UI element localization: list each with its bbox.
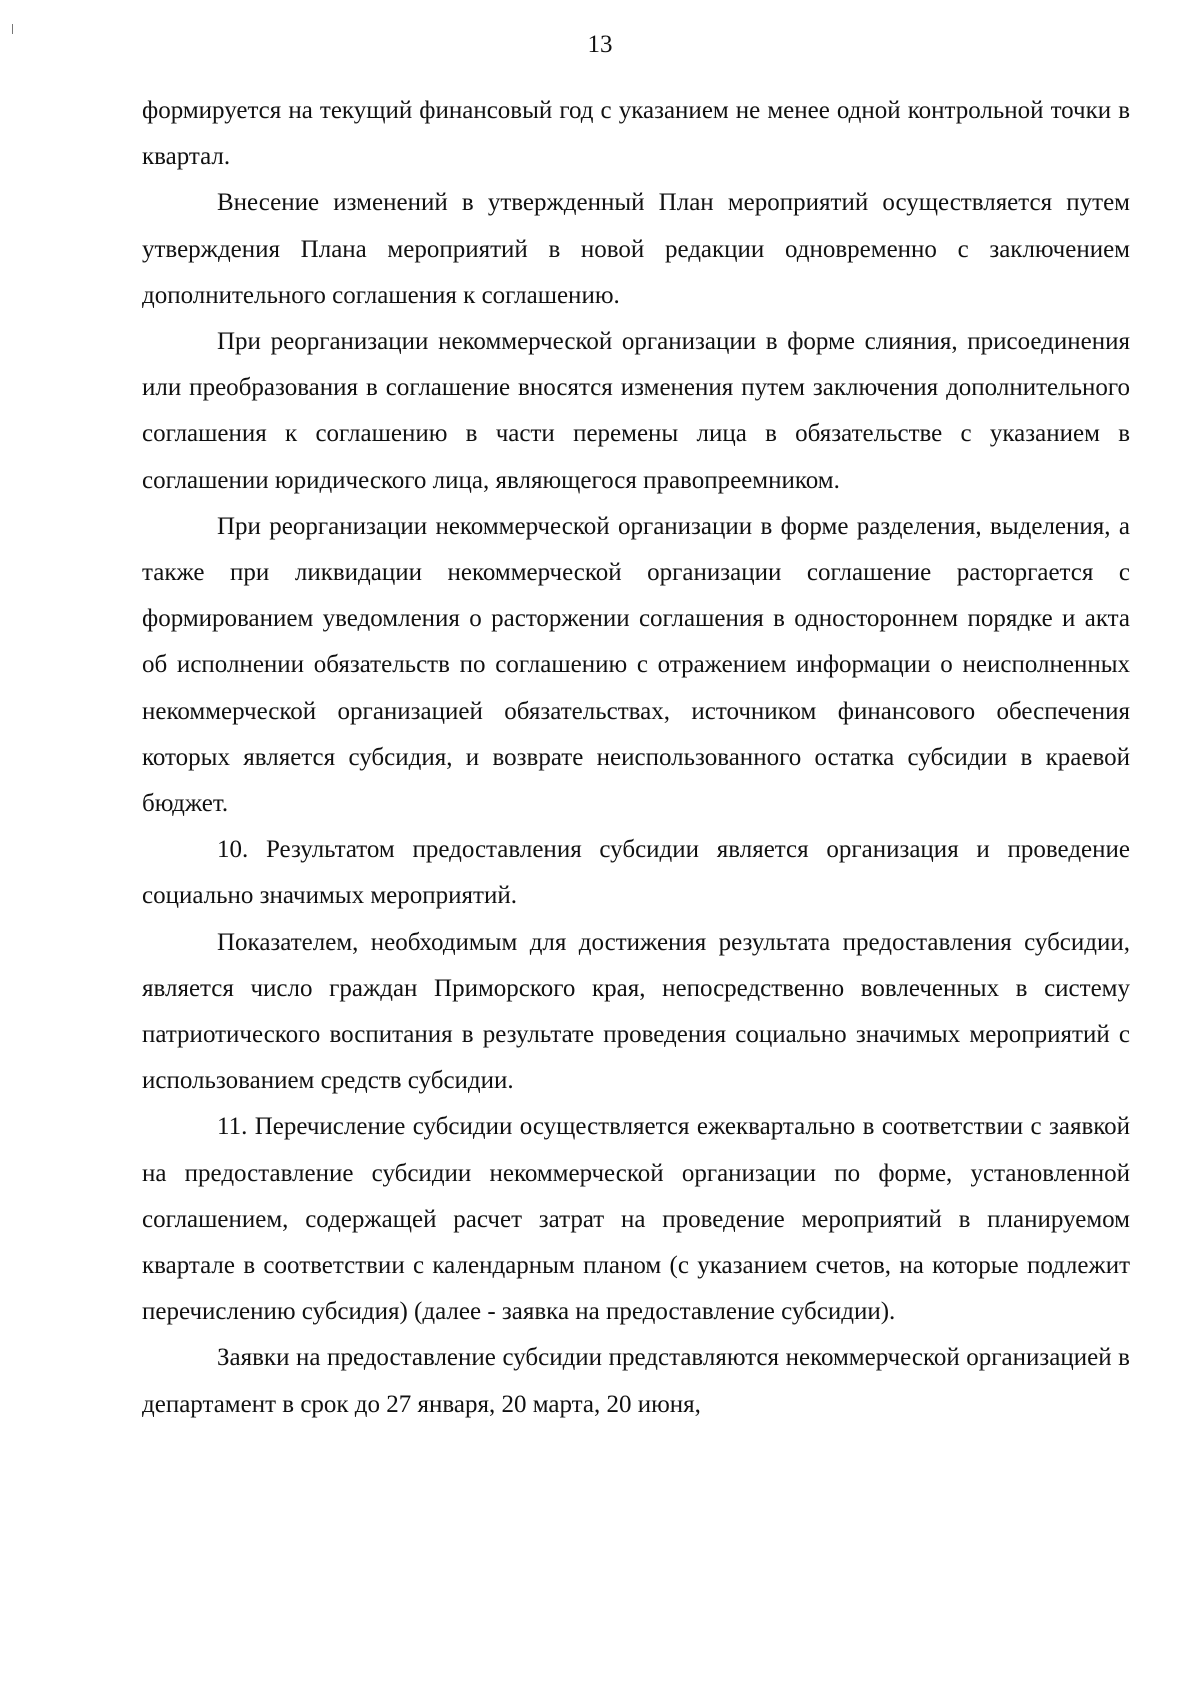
page-number: 13 bbox=[587, 31, 613, 58]
paragraph-indicator: Показателем, необходимым для достижения результата предоставления субсидии, является число граждан Приморского края, непосредственно вовлеченных в систему патриотического воспитания в результате проведения социально значимых мероприятий с использованием средств субсидии. bbox=[142, 928, 1130, 1095]
paragraph-continuation: формируется на текущий финансовый год с указанием не менее одной контрольной точки в квартал. bbox=[142, 97, 1130, 171]
paragraph-reorganization-merger: При реорганизации некоммерческой организации в форме слияния, присоединения или преобразования в соглашение вносятся изменения путем заключения дополнительного соглашения к соглашению в части перемены лица в обязательстве с указанием в соглашении юридического лица, являющегося правопреемником. bbox=[142, 328, 1130, 494]
paragraph-item-11: 11. Перечисление субсидии осуществляется ежеквартально в соответствии с заявкой на предоставление субсидии некоммерческой организации по форме, установленной соглашением, содержащей расчет затрат на проведение мероприятий в планируемом квартале в соответствии с календарным планом (с указанием счетов, на которые подлежит перечислению субсидия) (далее - заявка на предоставление субсидии). bbox=[142, 1113, 1130, 1326]
paragraph-applications: Заявки на предоставление субсидии представляются некоммерческой организацией в департамент в срок до 27 января, 20 марта, 20 июня, bbox=[142, 1344, 1130, 1418]
paragraph-reorganization-division: При реорганизации некоммерческой организации в форме разделения, выделения, а также при ликвидации некоммерческой организации соглашение расторгается с формированием уведомления о расторжении соглашения в одностороннем порядке и акта об исполнении обязательств по соглашению с отражением информации о неисполненных некоммерческой организацией обязательствах, источником финансового обеспечения которых является субсидия, и возврате неиспользованного остатка субсидии в краевой бюджет. bbox=[142, 512, 1130, 818]
paragraph-plan-changes: Внесение изменений в утвержденный План мероприятий осуществляется путем утверждения Плана мероприятий в новой редакции одновременно с заключением дополнительного соглашения к соглашению. bbox=[142, 189, 1130, 309]
document-body bbox=[142, 88, 1130, 1428]
paragraph-item-10: 10. Результатом предоставления субсидии является организация и проведение социально значимых мероприятий. bbox=[142, 836, 1130, 910]
